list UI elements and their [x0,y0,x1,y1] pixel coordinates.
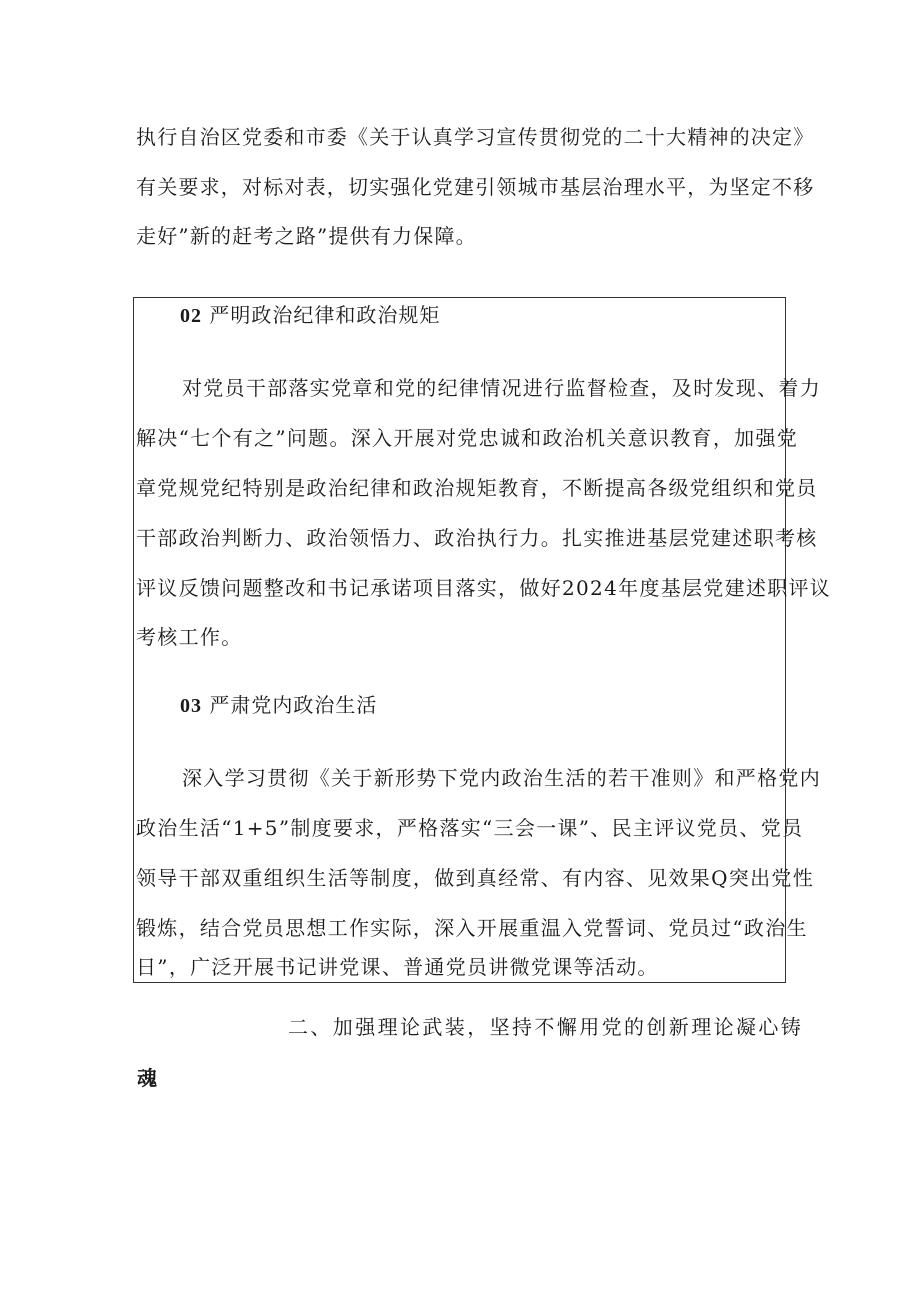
intro-line: 执行自治区党委和市委《关于认真学习宣传贯彻党的二十大精神的决定》 [136,125,815,149]
section-03-line: 政治生活“1+5”制度要求，严格落实“三会一课”、民主评议党员、党员 [136,816,804,840]
section-02-line: 章党规党纪特别是政治纪律和政治规矩教育，不断提高各级党组织和党员 [136,476,818,500]
section-02-line: 干部政治判断力、政治领悟力、政治执行力。扎实推进基层党建述职考核 [136,526,818,550]
section-02-title: 严明政治纪律和政治规矩 [209,303,441,327]
section-02-line: 考核工作。 [136,625,243,649]
section-02-number: 02 [180,305,202,327]
section-03-number: 03 [180,695,202,717]
section-03-line: 领导干部双重组织生活等制度，做到真经常、有内容、见效果Q突出党性 [136,866,814,890]
intro-line: 有关要求，对标对表，切实强化党建引领城市基层治理水平，为坚定不移 [136,175,815,199]
chapter-heading: 二、加强理论武装，坚持不懈用党的创新理论凝心铸 [288,1015,804,1039]
section-03-title: 严肃党内政治生活 [209,693,378,717]
section-03-heading [180,692,377,719]
section-03-line: 深入学习贯彻《关于新形势下党内政治生活的若干准则》和严格党内 [182,766,821,790]
section-02-line: 解决“七个有之”问题。深入开展对党忠诚和政治机关意识教育，加强党 [136,426,799,450]
chapter-heading-continuation: 魂 [137,1066,160,1090]
section-02-line: 评议反馈问题整改和书记承诺项目落实，做好2024年度基层党建述职评议 [136,576,832,600]
intro-line: 走好”新的赶考之路”提供有力保障。 [136,224,477,248]
section-02-heading [180,302,440,329]
section-03-line: 日”，广泛开展书记讲党课、普通党员讲微党课等活动。 [136,955,659,979]
section-02-line: 对党员干部落实党章和党的纪律情况进行监督检查，及时发现、着力 [182,376,821,400]
content-box [133,297,832,983]
section-03-line: 锻炼，结合党员思想工作实际，深入开展重温入党誓词、党员过“政治生 [136,916,808,940]
